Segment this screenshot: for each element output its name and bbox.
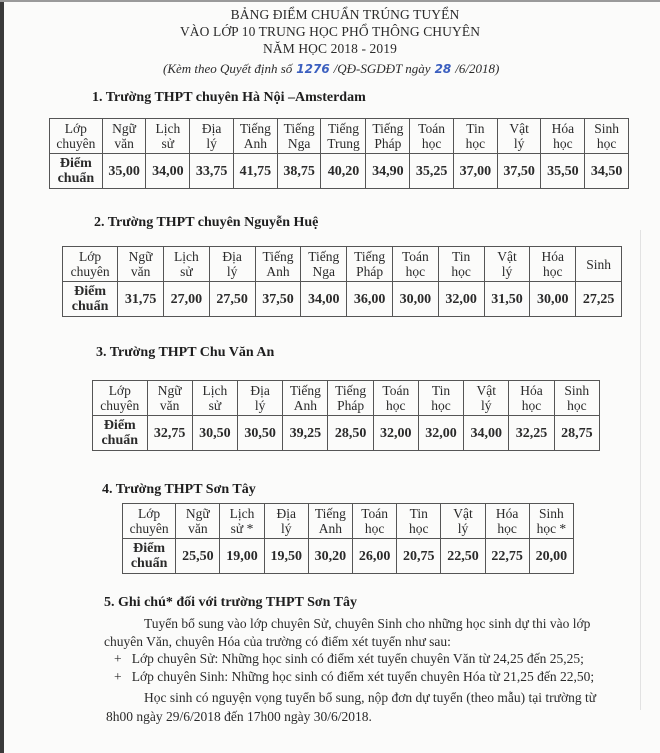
row-label-score-text: Điểm (103, 418, 136, 433)
score-cell: 20,00 (529, 539, 573, 574)
school-2-table (62, 246, 622, 317)
subject-cell (554, 381, 599, 416)
subject-cell-text: Địa (222, 249, 242, 264)
title-line-2: VÀO LỚP 10 TRUNG HỌC PHỔ THÔNG CHUYÊN (179, 24, 481, 39)
subject-cell-text: Vật (497, 249, 517, 264)
subject-cell-text: Ngữ (112, 121, 136, 136)
score-cell: 33,75 (190, 154, 234, 189)
subject-cell (283, 381, 328, 416)
row-label-score-text: Điểm (133, 541, 166, 556)
subject-cell-text: học (521, 398, 542, 413)
subject-cell-text: học (553, 136, 573, 151)
subject-cell-text: Tiếng (314, 506, 346, 521)
subject-cell-text: Nga (287, 136, 311, 151)
subject-cell-text: Sinh (564, 383, 590, 398)
score-cell: 35,00 (102, 154, 146, 189)
row-label-score-text: chuẩn (71, 299, 109, 314)
row-label-score-text: chuẩn (130, 556, 168, 571)
notes-para1-line2: chuyên Văn, chuyên Hóa của trường có điểm xét tuyển như sau: (104, 634, 451, 649)
subject-cell-text: Tiếng (327, 121, 359, 136)
bullet-marker: + (114, 651, 122, 666)
school-3-table (92, 380, 600, 451)
subject-cell (347, 247, 393, 282)
subject-cell-text: Hóa (495, 506, 519, 521)
subject-cell-text: lý (457, 521, 469, 536)
row-label-score (93, 416, 148, 451)
subject-cell (176, 504, 220, 539)
subject-cell-text: học (451, 264, 471, 279)
subject-cell-text: Sinh (586, 256, 611, 272)
subject-cell-text: Anh (243, 136, 267, 151)
row-label-class (93, 381, 148, 416)
bullet-text: Lớp chuyên Sinh: Những học sinh có điểm xét tuyển chuyên Hóa từ 21,25 đến 22,50; (131, 669, 595, 684)
subject-cell (328, 381, 373, 416)
subject-cell-text: Tiếng (308, 249, 340, 264)
bullet-text: Lớp chuyên Sử: Những học sinh có điểm xét tuyển chuyên Văn từ 24,25 đến 25,25; (131, 651, 584, 666)
subject-cell (497, 119, 541, 154)
subject-cell-text: văn (159, 398, 180, 413)
subject-cell (530, 247, 576, 282)
row-label-class-text: chuyên (100, 398, 140, 413)
subject-cell (397, 504, 441, 539)
row-label-class-text: Lớp (79, 249, 102, 264)
subject-cell-text: Pháp (374, 136, 402, 151)
subject-cell-text: lý (254, 398, 266, 413)
subject-cell-text: Sinh (594, 121, 619, 136)
subject-cell-text: Trung (327, 136, 360, 151)
subject-cell-text: Tin (431, 383, 451, 398)
subject-cell (192, 381, 237, 416)
score-cell: 36,00 (347, 282, 393, 317)
subject-cell (163, 247, 209, 282)
row-label-class-text: Lớp (138, 506, 161, 521)
score-cell: 37,50 (497, 154, 541, 189)
subject-cell-text: lý (206, 136, 217, 151)
subject-cell-text: Ngữ (157, 383, 182, 398)
decision-day: 28 (434, 62, 452, 76)
subject-cell (541, 119, 585, 154)
subject-cell-text: Tiếng (262, 249, 294, 264)
score-cell: 35,25 (410, 154, 454, 189)
subject-cell-text: Lịch (229, 506, 255, 521)
score-cell: 27,00 (163, 282, 209, 317)
subject-cell-text: học * (536, 521, 567, 536)
score-cell: 38,75 (277, 154, 321, 189)
subject-cell (277, 119, 321, 154)
scan-fold-line (640, 230, 641, 710)
score-cell: 41,75 (233, 154, 277, 189)
subject-cell-text: văn (188, 521, 208, 536)
school-4-table (122, 503, 574, 574)
subject-cell-text: Ngữ (185, 506, 210, 521)
subject-cell (410, 119, 454, 154)
subject-header-row (63, 247, 622, 282)
subject-cell-text: Hóa (551, 121, 575, 136)
subject-cell (321, 119, 366, 154)
subject-cell-text: văn (114, 136, 134, 151)
score-row (50, 154, 629, 189)
subject-cell-text: Hóa (520, 383, 543, 398)
subject-cell-text: Toán (401, 249, 429, 264)
score-cell: 39,25 (283, 416, 328, 451)
subject-cell (301, 247, 347, 282)
score-cell: 26,00 (353, 539, 397, 574)
subject-cell (102, 119, 146, 154)
subject-cell (190, 119, 234, 154)
score-cell: 22,75 (485, 539, 529, 574)
subtitle-suffix: /6/2018) (455, 61, 500, 76)
score-cell: 40,20 (321, 154, 366, 189)
subject-cell-text: sử * (230, 521, 254, 536)
subject-cell (509, 381, 554, 416)
subject-cell (255, 247, 301, 282)
subject-cell-text: Hóa (541, 249, 564, 264)
subject-cell-text: học (405, 264, 426, 279)
subject-cell (585, 119, 629, 154)
score-cell: 30,20 (308, 539, 352, 574)
score-cell: 30,00 (530, 282, 576, 317)
scan-top-edge (0, 0, 660, 2)
school-1-table (49, 118, 629, 189)
subject-cell-text: Anh (318, 521, 343, 536)
subject-cell-text: Tiếng (335, 383, 367, 398)
subject-cell-text: lý (501, 264, 513, 279)
score-cell: 30,50 (237, 416, 282, 451)
subject-cell (233, 119, 277, 154)
subject-cell-text: Vật (509, 121, 529, 136)
decision-reference (163, 61, 499, 77)
subject-cell-text: Pháp (337, 398, 365, 413)
decision-number: 1276 (296, 62, 330, 76)
score-cell: 27,50 (209, 282, 255, 317)
subject-cell (438, 247, 484, 282)
subtitle-prefix: (Kèm theo Quyết định số (163, 61, 293, 76)
subject-cell-text: học (465, 136, 486, 151)
subject-cell-text: lý (481, 398, 492, 413)
score-row (93, 416, 600, 451)
subject-cell (485, 504, 529, 539)
subject-cell-text: Lịch (202, 383, 228, 398)
subject-cell-text: Toán (361, 506, 388, 521)
subject-cell (484, 247, 530, 282)
subject-cell-text: văn (130, 264, 151, 279)
subject-cell-text: Tin (466, 121, 485, 136)
subject-cell-text: Lịch (174, 249, 199, 264)
score-cell: 37,50 (255, 282, 301, 317)
subject-cell-text: Vật (476, 383, 497, 398)
row-label-score-text: chuẩn (57, 171, 95, 186)
score-cell: 27,25 (576, 282, 622, 317)
notes-para1-line1: Tuyển bổ sung vào lớp chuyên Sử, chuyên Sinh cho những học sinh dự thi vào lớp (144, 616, 591, 631)
score-cell: 34,00 (301, 282, 347, 317)
score-cell: 32,00 (438, 282, 484, 317)
subject-cell (237, 381, 282, 416)
subject-cell-text: học (567, 398, 587, 413)
title-line-1: BẢNG ĐIỂM CHUẨN TRÚNG TUYỂN (230, 7, 460, 22)
subject-cell-text: lý (513, 136, 525, 151)
subject-cell-text: sử (161, 136, 175, 151)
document-header (0, 6, 660, 57)
row-label-class-text: chuyên (70, 264, 110, 279)
row-label-score (123, 539, 176, 574)
score-cell: 34,00 (464, 416, 509, 451)
subject-cell-text: học (497, 521, 517, 536)
subject-cell (209, 247, 255, 282)
subject-cell (392, 247, 438, 282)
subject-header-row (50, 119, 629, 154)
row-label-class-text: Lớp (108, 383, 131, 398)
row-label-score (63, 282, 118, 317)
score-cell: 37,00 (453, 154, 497, 189)
subject-cell (464, 381, 509, 416)
score-cell: 32,00 (373, 416, 418, 451)
notes-title: 5. Ghi chú* đối với trường THPT Sơn Tây (104, 595, 358, 610)
subject-cell-text: Anh (266, 264, 290, 279)
subject-cell-text: lý (226, 264, 238, 279)
row-label-class-text: chuyên (129, 521, 169, 536)
score-row (123, 539, 574, 574)
subject-cell (220, 504, 264, 539)
score-cell: 30,00 (392, 282, 438, 317)
subject-cell (373, 381, 418, 416)
subject-cell-text: học (421, 136, 442, 151)
subject-cell-text: học (543, 264, 563, 279)
row-label-score (50, 154, 103, 189)
subject-cell-text: Tiếng (283, 121, 315, 136)
score-cell: 22,50 (441, 539, 485, 574)
subject-cell-text: học (364, 521, 385, 536)
score-cell: 28,75 (554, 416, 599, 451)
subject-cell (353, 504, 397, 539)
subject-cell-text: sử (180, 264, 193, 279)
score-cell: 19,00 (220, 539, 264, 574)
subject-cell-text: Toán (418, 121, 445, 136)
subject-cell-text: Pháp (356, 264, 384, 279)
row-label-class-text: chuyên (56, 136, 96, 151)
row-label-score-text: Điểm (59, 156, 92, 171)
score-cell: 19,50 (264, 539, 308, 574)
school-3-title: 3. Trường THPT Chu Văn An (96, 345, 275, 360)
row-label-class (50, 119, 103, 154)
subject-cell-text: sử (208, 398, 222, 413)
subject-cell-text: Sinh (538, 506, 564, 521)
subject-cell-text: Địa (250, 383, 270, 398)
row-label-class-text: Lớp (64, 121, 87, 136)
subject-cell-text: Nga (312, 264, 336, 279)
row-label-class (63, 247, 118, 282)
subject-cell (418, 381, 463, 416)
school-1-title: 1. Trường THPT chuyên Hà Nội –Amsterdam (92, 90, 366, 105)
subtitle-middle: /QĐ-SGDĐT ngày (333, 61, 431, 76)
notes-para2-line1: Học sinh có nguyện vọng tuyển bổ sung, nộp đơn dự tuyển (theo mẫu) tại trường từ (144, 690, 597, 705)
row-label-class (123, 504, 176, 539)
subject-cell (366, 119, 410, 154)
score-cell: 31,75 (118, 282, 164, 317)
school-4-title: 4. Trường THPT Sơn Tây (102, 482, 256, 497)
bullet-marker: + (114, 669, 122, 684)
subject-cell-text: học (409, 521, 429, 536)
subject-cell-text: học (596, 136, 617, 151)
score-cell: 32,75 (147, 416, 192, 451)
subject-cell-text: Vật (453, 506, 473, 521)
subject-cell (118, 247, 164, 282)
subject-cell-text: Tin (452, 249, 471, 264)
score-cell: 30,50 (192, 416, 237, 451)
score-cell: 32,00 (418, 416, 463, 451)
row-label-score-text: chuẩn (101, 433, 139, 448)
score-cell: 32,25 (509, 416, 554, 451)
subject-cell (529, 504, 573, 539)
score-cell: 28,50 (328, 416, 373, 451)
subject-cell-text: Tiếng (239, 121, 271, 136)
subject-cell-text: Tiếng (289, 383, 321, 398)
subject-cell (147, 381, 192, 416)
subject-cell (441, 504, 485, 539)
subject-cell-text: học (431, 398, 451, 413)
score-cell: 35,50 (541, 154, 585, 189)
subject-cell-text: học (386, 398, 406, 413)
subject-cell-text: Địa (201, 121, 222, 136)
subject-cell (453, 119, 497, 154)
score-cell: 34,90 (366, 154, 410, 189)
subject-cell-text: Tiếng (372, 121, 404, 136)
score-cell: 20,75 (397, 539, 441, 574)
subject-cell (576, 247, 622, 282)
notes-bullet-2 (114, 668, 594, 685)
subject-cell-text: Tin (409, 506, 428, 521)
notes-bullet-1 (114, 650, 584, 667)
subject-cell-text: lý (280, 521, 292, 536)
subject-cell (264, 504, 308, 539)
score-cell: 31,50 (484, 282, 530, 317)
subject-cell-text: Địa (276, 506, 296, 521)
subject-cell-text: Tiếng (354, 249, 386, 264)
subject-cell (308, 504, 352, 539)
school-2-title: 2. Trường THPT chuyên Nguyễn Huệ (94, 215, 319, 230)
score-row (63, 282, 622, 317)
title-line-3: NĂM HỌC 2018 - 2019 (263, 41, 397, 56)
subject-cell-text: Ngữ (128, 249, 153, 264)
score-cell: 25,50 (176, 539, 220, 574)
row-label-score-text: Điểm (74, 284, 107, 299)
notes-para2-line2: 8h00 ngày 29/6/2018 đến 17h00 ngày 30/6/2018. (106, 709, 372, 724)
subject-header-row (93, 381, 600, 416)
subject-cell-text: Toán (382, 383, 410, 398)
scan-edge (0, 0, 4, 753)
subject-cell-text: Lịch (155, 121, 181, 136)
subject-cell (146, 119, 190, 154)
score-cell: 34,00 (146, 154, 190, 189)
subject-cell-text: Anh (293, 398, 317, 413)
score-cell: 34,50 (585, 154, 629, 189)
subject-header-row (123, 504, 574, 539)
